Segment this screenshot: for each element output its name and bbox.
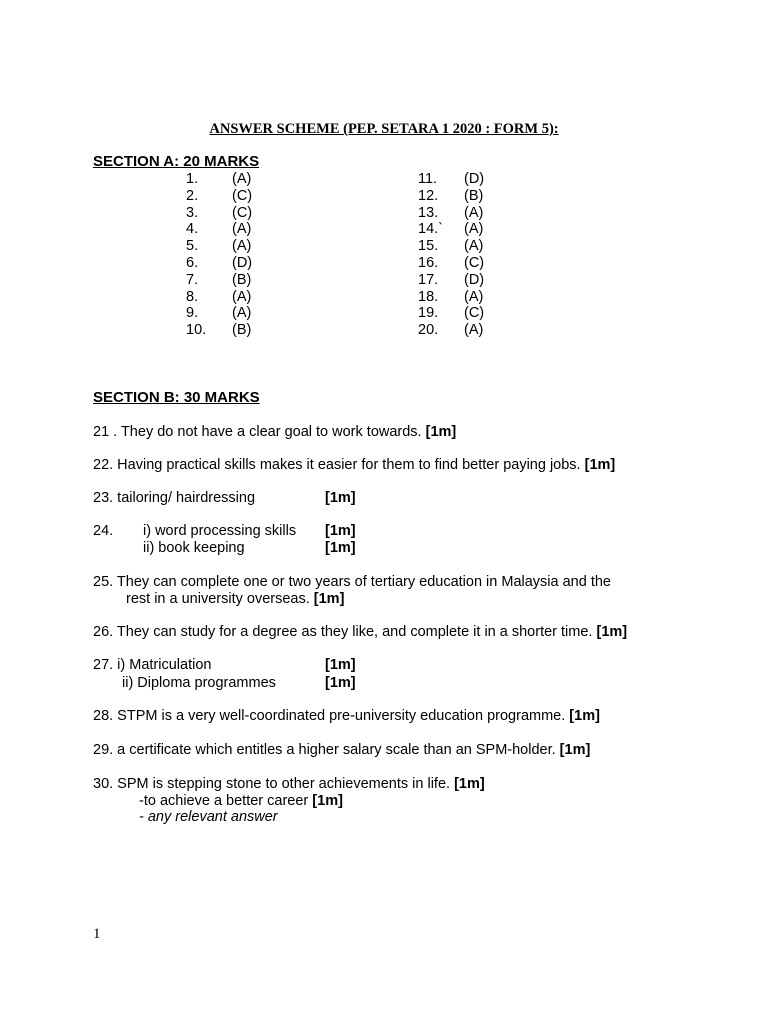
question-number: 7. <box>186 271 199 288</box>
answer-choice: (A) <box>232 288 252 305</box>
answer-28 <box>93 708 600 724</box>
mark-label: [1m] <box>559 742 591 758</box>
answer-choice: (A) <box>464 238 484 255</box>
answer-choice: (D) <box>232 254 253 271</box>
answer-row <box>418 322 558 339</box>
question-number: 13. <box>418 204 439 221</box>
answer-choice: (A) <box>464 288 484 305</box>
mark-label: [1m] <box>325 675 356 691</box>
answer-27-part-i: 27. i) Matriculation <box>93 657 212 673</box>
answer-30 <box>93 776 485 792</box>
mark-label: [1m] <box>313 591 345 607</box>
mark-label: [1m] <box>454 776 485 792</box>
question-number: 14.` <box>418 221 443 238</box>
answer-choice: (A) <box>464 322 484 339</box>
answer-24-part-i: i) word processing skills <box>143 523 297 539</box>
answer-row <box>186 205 326 222</box>
answer-row <box>186 272 326 289</box>
question-number: 12. <box>418 187 439 204</box>
answer-row <box>186 289 326 306</box>
section-a-left-column <box>186 171 326 339</box>
mark-label: [1m] <box>325 490 356 506</box>
answer-choice: (D) <box>464 171 485 187</box>
mark-label: [1m] <box>569 708 600 724</box>
answer-choice: (A) <box>232 221 252 238</box>
page-number: 1 <box>93 926 101 942</box>
question-number: 16. <box>418 254 439 271</box>
question-number: 3. <box>186 204 199 221</box>
mark-label: [1m] <box>325 540 356 556</box>
answer-26 <box>93 624 627 640</box>
answer-row <box>418 272 558 289</box>
question-number: 4. <box>186 221 199 238</box>
question-number: 20. <box>418 322 439 339</box>
answer-text: -to achieve a better career <box>139 793 309 809</box>
answer-choice: (A) <box>232 305 252 322</box>
answer-choice: (A) <box>464 204 484 221</box>
question-number: 17. <box>418 271 439 288</box>
mark-label: [1m] <box>584 457 616 473</box>
question-number: 8. <box>186 288 199 305</box>
question-number: 5. <box>186 238 199 255</box>
answer-25-line1: 25. They can complete one or two years of tertiary education in Malaysia and the <box>93 574 611 590</box>
answer-21 <box>93 424 456 440</box>
section-b-heading: SECTION B: 30 MARKS <box>93 389 260 406</box>
answer-30-note: - any relevant answer <box>139 809 278 825</box>
mark-label: [1m] <box>596 624 628 640</box>
answer-row <box>418 205 558 222</box>
answer-text: rest in a university overseas. <box>126 591 310 607</box>
answer-text: 26. They can study for a degree as they like, and complete it in a shorter time. <box>93 624 593 640</box>
answer-row <box>418 255 558 272</box>
answer-choice: (A) <box>464 221 484 238</box>
answer-row <box>418 188 558 205</box>
answer-choice: (B) <box>464 187 484 204</box>
answer-text: 30. SPM is stepping stone to other achievements in life. <box>93 776 451 792</box>
answer-row <box>186 188 326 205</box>
question-number: 15. <box>418 238 439 255</box>
answer-24-part-ii: ii) book keeping <box>143 540 245 556</box>
answer-text: 28. STPM is a very well-coordinated pre-university education programme. <box>93 708 566 724</box>
answer-27-part-ii: ii) Diploma programmes <box>122 675 276 691</box>
answer-23-text: 23. tailoring/ hairdressing <box>93 490 256 506</box>
section-a-right-column <box>418 171 558 339</box>
answer-row <box>186 238 326 255</box>
question-number: 18. <box>418 288 439 305</box>
answer-choice: (B) <box>232 271 252 288</box>
answer-25-line2 <box>126 591 344 607</box>
answer-row <box>186 305 326 322</box>
question-number: 19. <box>418 305 439 322</box>
answer-text: 22. Having practical skills makes it easier for them to find better paying jobs. <box>93 457 581 473</box>
answer-row <box>186 171 326 188</box>
mark-label: [1m] <box>325 523 356 539</box>
mark-label: [1m] <box>425 424 457 440</box>
mark-label: [1m] <box>312 793 343 809</box>
question-number: 10. <box>186 322 207 339</box>
answer-row <box>186 322 326 339</box>
answer-row <box>418 305 558 322</box>
answer-choice: (C) <box>232 187 253 204</box>
answer-choice: (D) <box>464 271 485 288</box>
section-a-heading: SECTION A: 20 MARKS <box>93 153 260 170</box>
answer-text: 29. a certificate which entitles a higher salary scale than an SPM-holder. <box>93 742 556 758</box>
mark-label: [1m] <box>325 657 356 673</box>
answer-text: 21 . They do not have a clear goal to work towards. <box>93 424 422 440</box>
answer-row <box>418 171 558 188</box>
question-number: 11. <box>418 171 438 187</box>
answer-24-number: 24. <box>93 523 114 539</box>
answer-row <box>418 221 558 238</box>
answer-22 <box>93 457 615 473</box>
answer-row <box>186 221 326 238</box>
answer-row <box>418 289 558 306</box>
answer-row <box>186 255 326 272</box>
answer-choice: (C) <box>464 254 485 271</box>
answer-row <box>418 238 558 255</box>
answer-choice: (A) <box>232 238 252 255</box>
answer-29 <box>93 742 590 758</box>
answer-choice: (A) <box>232 171 252 187</box>
question-number: 6. <box>186 254 199 271</box>
question-number: 1. <box>186 171 199 187</box>
answer-choice: (C) <box>464 305 485 322</box>
question-number: 9. <box>186 305 199 322</box>
answer-choice: (C) <box>232 204 253 221</box>
question-number: 2. <box>186 187 199 204</box>
answer-choice: (B) <box>232 322 252 339</box>
answer-30-point <box>139 793 343 809</box>
document-title: ANSWER SCHEME (PEP. SETARA 1 2020 : FORM 5): <box>209 121 559 137</box>
